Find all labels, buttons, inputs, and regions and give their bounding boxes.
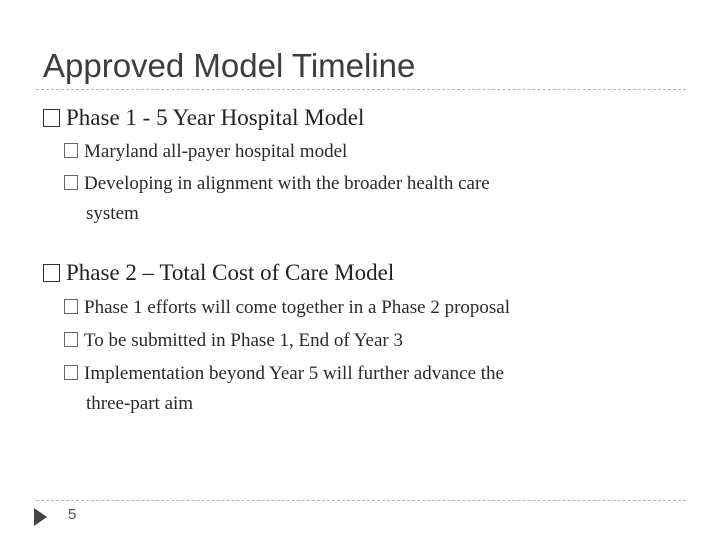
square-bullet-icon — [64, 365, 78, 380]
bullet-text: Developing in alignment with the broader health care — [84, 173, 490, 194]
phase-1-bullet-1 — [64, 137, 624, 167]
bullet-text: Phase 1 efforts will come together in a Phase 2 proposal — [84, 297, 510, 318]
square-bullet-icon — [43, 264, 60, 282]
bullet-text: To be submitted in Phase 1, End of Year 3 — [84, 330, 404, 351]
title-divider — [36, 89, 686, 90]
slide-title: Approved Model Timeline — [43, 47, 416, 84]
phase-2-bullet-1 — [64, 293, 624, 323]
phase-2-bullet-2 — [64, 326, 624, 356]
phase-2-heading-text: Phase 2 – Total Cost of Care Model — [66, 260, 395, 285]
bullet-text: Maryland all-payer hospital model — [84, 141, 348, 162]
phase-1-heading — [43, 104, 364, 132]
phase-1-bullet-2 — [64, 169, 624, 229]
play-arrow-icon — [34, 508, 47, 526]
square-bullet-icon — [64, 299, 78, 314]
square-bullet-icon — [64, 175, 78, 190]
phase-2-bullet-3 — [64, 359, 624, 419]
bullet-text: Implementation beyond Year 5 will further advance the — [84, 363, 504, 384]
bullet-text-continuation: three-part aim — [86, 393, 194, 414]
footer-divider — [36, 500, 686, 501]
square-bullet-icon — [43, 109, 60, 127]
page-number: 5 — [68, 506, 77, 523]
phase-2-heading — [43, 259, 394, 287]
phase-1-heading-text: Phase 1 - 5 Year Hospital Model — [66, 105, 365, 130]
bullet-text-continuation: system — [86, 203, 139, 224]
square-bullet-icon — [64, 332, 78, 347]
square-bullet-icon — [64, 143, 78, 158]
